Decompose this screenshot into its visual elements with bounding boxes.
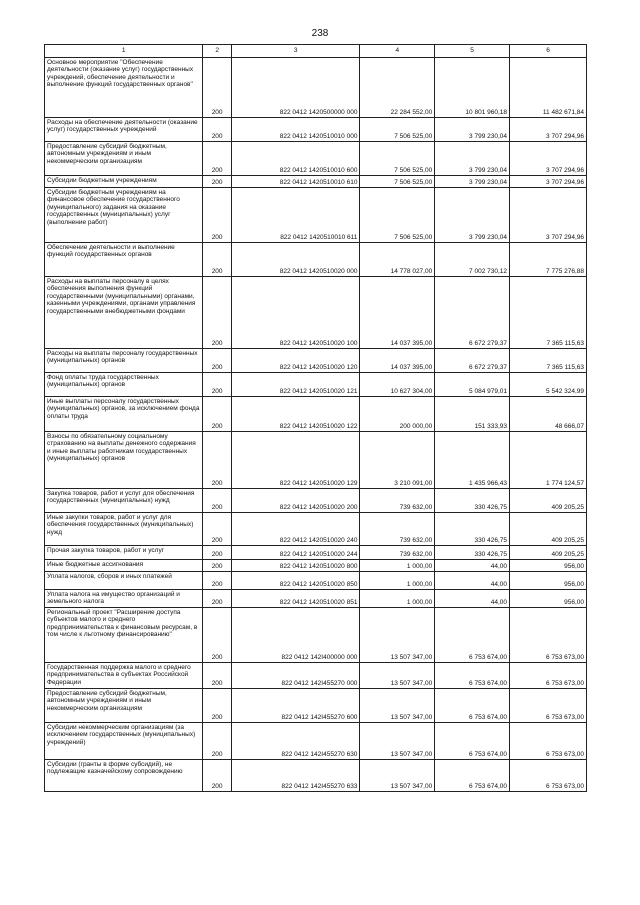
row-description: Расходы на выплаты персоналу в целях обеспечения выполнения функций государственными (муниципальными) органами, казенными учреждениями, органами управления государственными внебюджетными фондами [45, 277, 203, 349]
executed-amount: 44,00 [435, 560, 510, 572]
executed-amount: 6 753 674,00 [435, 760, 510, 792]
row-description: Предоставление субсидий бюджетным, автономным учреждениям и иным некоммерческим организациям [45, 689, 203, 723]
executed-amount: 6 753 674,00 [435, 663, 510, 689]
executed-amount: 3 799 230,04 [435, 188, 510, 243]
column-header: 5 [435, 45, 510, 58]
unexecuted-amount: 6 753 673,00 [510, 760, 587, 792]
unexecuted-amount: 3 707 294,96 [510, 176, 587, 188]
budget-classification-code: 822 0412 1420510020 129 [231, 432, 359, 489]
budget-classification-code: 822 0412 1420510020 120 [231, 349, 359, 373]
row-description: Субсидии бюджетным учреждениям на финансовое обеспечение государственного (муниципального) задания на оказание государственных (муниципальных) услуг (выполнение работ) [45, 188, 203, 243]
approved-amount: 3 210 091,00 [360, 432, 435, 489]
budget-classification-code: 822 0412 1420510020 800 [231, 560, 359, 572]
executed-amount: 7 002 730,12 [435, 243, 510, 277]
line-code: 200 [203, 277, 232, 349]
row-description: Основное мероприятие "Обеспечение деятельности (оказание услуг) государственных учреждений, обеспечение деятельности и выполнение функций государственных органов" [45, 58, 203, 118]
line-code: 200 [203, 513, 232, 546]
row-description: Иные выплаты персоналу государственных (муниципальных) органов, за исключением фонда оплаты труда [45, 397, 203, 432]
approved-amount: 13 507 347,00 [360, 663, 435, 689]
budget-classification-code: 822 0412 142I455270 600 [231, 689, 359, 723]
table-row [45, 277, 587, 349]
table-row [45, 760, 587, 792]
line-code: 200 [203, 560, 232, 572]
line-code: 200 [203, 243, 232, 277]
executed-amount: 6 672 279,37 [435, 349, 510, 373]
line-code: 200 [203, 546, 232, 560]
line-code: 200 [203, 142, 232, 176]
line-code: 200 [203, 118, 232, 142]
unexecuted-amount: 5 542 324,99 [510, 373, 587, 397]
row-description: Закупка товаров, работ и услуг для обеспечения государственных (муниципальных) нужд [45, 489, 203, 513]
executed-amount: 151 333,93 [435, 397, 510, 432]
line-code: 200 [203, 608, 232, 663]
executed-amount: 44,00 [435, 572, 510, 590]
executed-amount: 330 426,75 [435, 513, 510, 546]
line-code: 200 [203, 349, 232, 373]
table-row [45, 243, 587, 277]
budget-classification-code: 822 0412 1420510020 851 [231, 590, 359, 608]
budget-classification-code: 822 0412 1420510020 244 [231, 546, 359, 560]
unexecuted-amount: 7 775 276,88 [510, 243, 587, 277]
unexecuted-amount: 7 365 115,63 [510, 349, 587, 373]
unexecuted-amount: 956,00 [510, 590, 587, 608]
row-description: Обеспечение деятельности и выполнение функций государственных органов [45, 243, 203, 277]
executed-amount: 1 435 966,43 [435, 432, 510, 489]
line-code: 200 [203, 432, 232, 489]
line-code: 200 [203, 373, 232, 397]
unexecuted-amount: 3 707 294,96 [510, 118, 587, 142]
approved-amount: 1 000,00 [360, 560, 435, 572]
executed-amount: 6 672 279,37 [435, 277, 510, 349]
budget-classification-code: 822 0412 142I455270 630 [231, 723, 359, 760]
unexecuted-amount: 409 205,25 [510, 546, 587, 560]
unexecuted-amount: 409 205,25 [510, 489, 587, 513]
table-row [45, 560, 587, 572]
line-code: 200 [203, 176, 232, 188]
row-description: Иные закупки товаров, работ и услуг для обеспечения государственных (муниципальных) нужд [45, 513, 203, 546]
row-description: Предоставление субсидий бюджетным, автономным учреждениям и иным некоммерческим организациям [45, 142, 203, 176]
column-header: 3 [231, 45, 359, 58]
executed-amount: 3 799 230,04 [435, 142, 510, 176]
unexecuted-amount: 3 707 294,96 [510, 142, 587, 176]
unexecuted-amount: 6 753 673,00 [510, 689, 587, 723]
budget-classification-code: 822 0412 1420510020 122 [231, 397, 359, 432]
line-code: 200 [203, 723, 232, 760]
unexecuted-amount: 956,00 [510, 560, 587, 572]
row-description: Иные бюджетные ассигнования [45, 560, 203, 572]
line-code: 200 [203, 489, 232, 513]
unexecuted-amount: 3 707 294,96 [510, 188, 587, 243]
executed-amount: 330 426,75 [435, 546, 510, 560]
row-description: Уплата налогов, сборов и иных платежей [45, 572, 203, 590]
executed-amount: 330 426,75 [435, 489, 510, 513]
row-description: Прочая закупка товаров, работ и услуг [45, 546, 203, 560]
budget-classification-code: 822 0412 142I455270 633 [231, 760, 359, 792]
column-header: 1 [45, 45, 203, 58]
budget-classification-code: 822 0412 142I400000 000 [231, 608, 359, 663]
line-code: 200 [203, 689, 232, 723]
row-description: Государственная поддержка малого и среднего предпринимательства в субъектах Российской Федерации [45, 663, 203, 689]
unexecuted-amount: 1 774 124,57 [510, 432, 587, 489]
row-description: Расходы на выплаты персоналу государственных (муниципальных) органов [45, 349, 203, 373]
approved-amount: 13 507 347,00 [360, 760, 435, 792]
line-code: 200 [203, 572, 232, 590]
approved-amount: 13 507 347,00 [360, 723, 435, 760]
line-code: 200 [203, 397, 232, 432]
approved-amount: 13 507 347,00 [360, 608, 435, 663]
budget-classification-code: 822 0412 1420510020 240 [231, 513, 359, 546]
approved-amount: 7 506 525,00 [360, 188, 435, 243]
executed-amount: 6 753 674,00 [435, 608, 510, 663]
executed-amount: 3 799 230,04 [435, 118, 510, 142]
table-row [45, 689, 587, 723]
row-description: Субсидии бюджетным учреждениям [45, 176, 203, 188]
unexecuted-amount: 48 666,07 [510, 397, 587, 432]
row-description: Фонд оплаты труда государственных (муниципальных) органов [45, 373, 203, 397]
approved-amount: 1 000,00 [360, 572, 435, 590]
page-number: 238 [311, 28, 329, 39]
table-row [45, 118, 587, 142]
budget-classification-code: 822 0412 1420510010 611 [231, 188, 359, 243]
table-row [45, 397, 587, 432]
table-row [45, 432, 587, 489]
table-row [45, 572, 587, 590]
approved-amount: 7 506 525,00 [360, 118, 435, 142]
budget-classification-code: 822 0412 1420500000 000 [231, 58, 359, 118]
table-row [45, 513, 587, 546]
approved-amount: 7 506 525,00 [360, 142, 435, 176]
budget-classification-code: 822 0412 1420510020 200 [231, 489, 359, 513]
budget-classification-code: 822 0412 1420510020 100 [231, 277, 359, 349]
table-row [45, 373, 587, 397]
line-code: 200 [203, 188, 232, 243]
line-code: 200 [203, 58, 232, 118]
row-description: Расходы на обеспечение деятельности (оказание услуг) государственных учреждений [45, 118, 203, 142]
approved-amount: 22 284 552,00 [360, 58, 435, 118]
table-row [45, 349, 587, 373]
budget-classification-code: 822 0412 1420510020 850 [231, 572, 359, 590]
approved-amount: 739 632,00 [360, 489, 435, 513]
unexecuted-amount: 6 753 673,00 [510, 608, 587, 663]
approved-amount: 13 507 347,00 [360, 689, 435, 723]
budget-classification-code: 822 0412 1420510020 121 [231, 373, 359, 397]
line-code: 200 [203, 590, 232, 608]
line-code: 200 [203, 663, 232, 689]
executed-amount: 44,00 [435, 590, 510, 608]
budget-classification-code: 822 0412 1420510010 610 [231, 176, 359, 188]
unexecuted-amount: 6 753 673,00 [510, 723, 587, 760]
unexecuted-amount: 7 365 115,63 [510, 277, 587, 349]
approved-amount: 14 037 395,00 [360, 349, 435, 373]
approved-amount: 14 037 395,00 [360, 277, 435, 349]
column-header: 2 [203, 45, 232, 58]
table-row [45, 142, 587, 176]
executed-amount: 5 084 979,01 [435, 373, 510, 397]
table-row [45, 723, 587, 760]
row-description: Уплата налога на имущество организаций и земельного налога [45, 590, 203, 608]
budget-classification-code: 822 0412 1420510020 000 [231, 243, 359, 277]
approved-amount: 739 632,00 [360, 513, 435, 546]
executed-amount: 6 753 674,00 [435, 689, 510, 723]
budget-table [44, 44, 587, 792]
table-row [45, 188, 587, 243]
budget-classification-code: 822 0412 142I455270 000 [231, 663, 359, 689]
executed-amount: 10 801 960,18 [435, 58, 510, 118]
approved-amount: 10 627 304,00 [360, 373, 435, 397]
line-code: 200 [203, 760, 232, 792]
column-header: 6 [510, 45, 587, 58]
header-row [45, 45, 587, 58]
table-row [45, 608, 587, 663]
unexecuted-amount: 6 753 673,00 [510, 663, 587, 689]
unexecuted-amount: 956,00 [510, 572, 587, 590]
approved-amount: 14 778 027,00 [360, 243, 435, 277]
table-row [45, 489, 587, 513]
column-header: 4 [360, 45, 435, 58]
executed-amount: 3 799 230,04 [435, 176, 510, 188]
approved-amount: 7 506 525,00 [360, 176, 435, 188]
table-row [45, 58, 587, 118]
unexecuted-amount: 409 205,25 [510, 513, 587, 546]
row-description: Региональный проект "Расширение доступа субъектов малого и среднего предпринимательства к финансовым ресурсам, в том числе к льготному финансированию" [45, 608, 203, 663]
approved-amount: 739 632,00 [360, 546, 435, 560]
budget-classification-code: 822 0412 1420510010 000 [231, 118, 359, 142]
table-row [45, 590, 587, 608]
table-row [45, 176, 587, 188]
approved-amount: 1 000,00 [360, 590, 435, 608]
row-description: Субсидии некоммерческим организациям (за исключением государственных (муниципальных) учреждений) [45, 723, 203, 760]
row-description: Взносы по обязательному социальному страхованию на выплаты денежного содержания и иные выплаты работникам государственных (муниципальных) органов [45, 432, 203, 489]
unexecuted-amount: 11 482 671,84 [510, 58, 587, 118]
budget-classification-code: 822 0412 1420510010 600 [231, 142, 359, 176]
table-row [45, 546, 587, 560]
approved-amount: 200 000,00 [360, 397, 435, 432]
row-description: Субсидии (гранты в форме субсидий), не подлежащие казначейскому сопровождению [45, 760, 203, 792]
executed-amount: 6 753 674,00 [435, 723, 510, 760]
table-row [45, 663, 587, 689]
